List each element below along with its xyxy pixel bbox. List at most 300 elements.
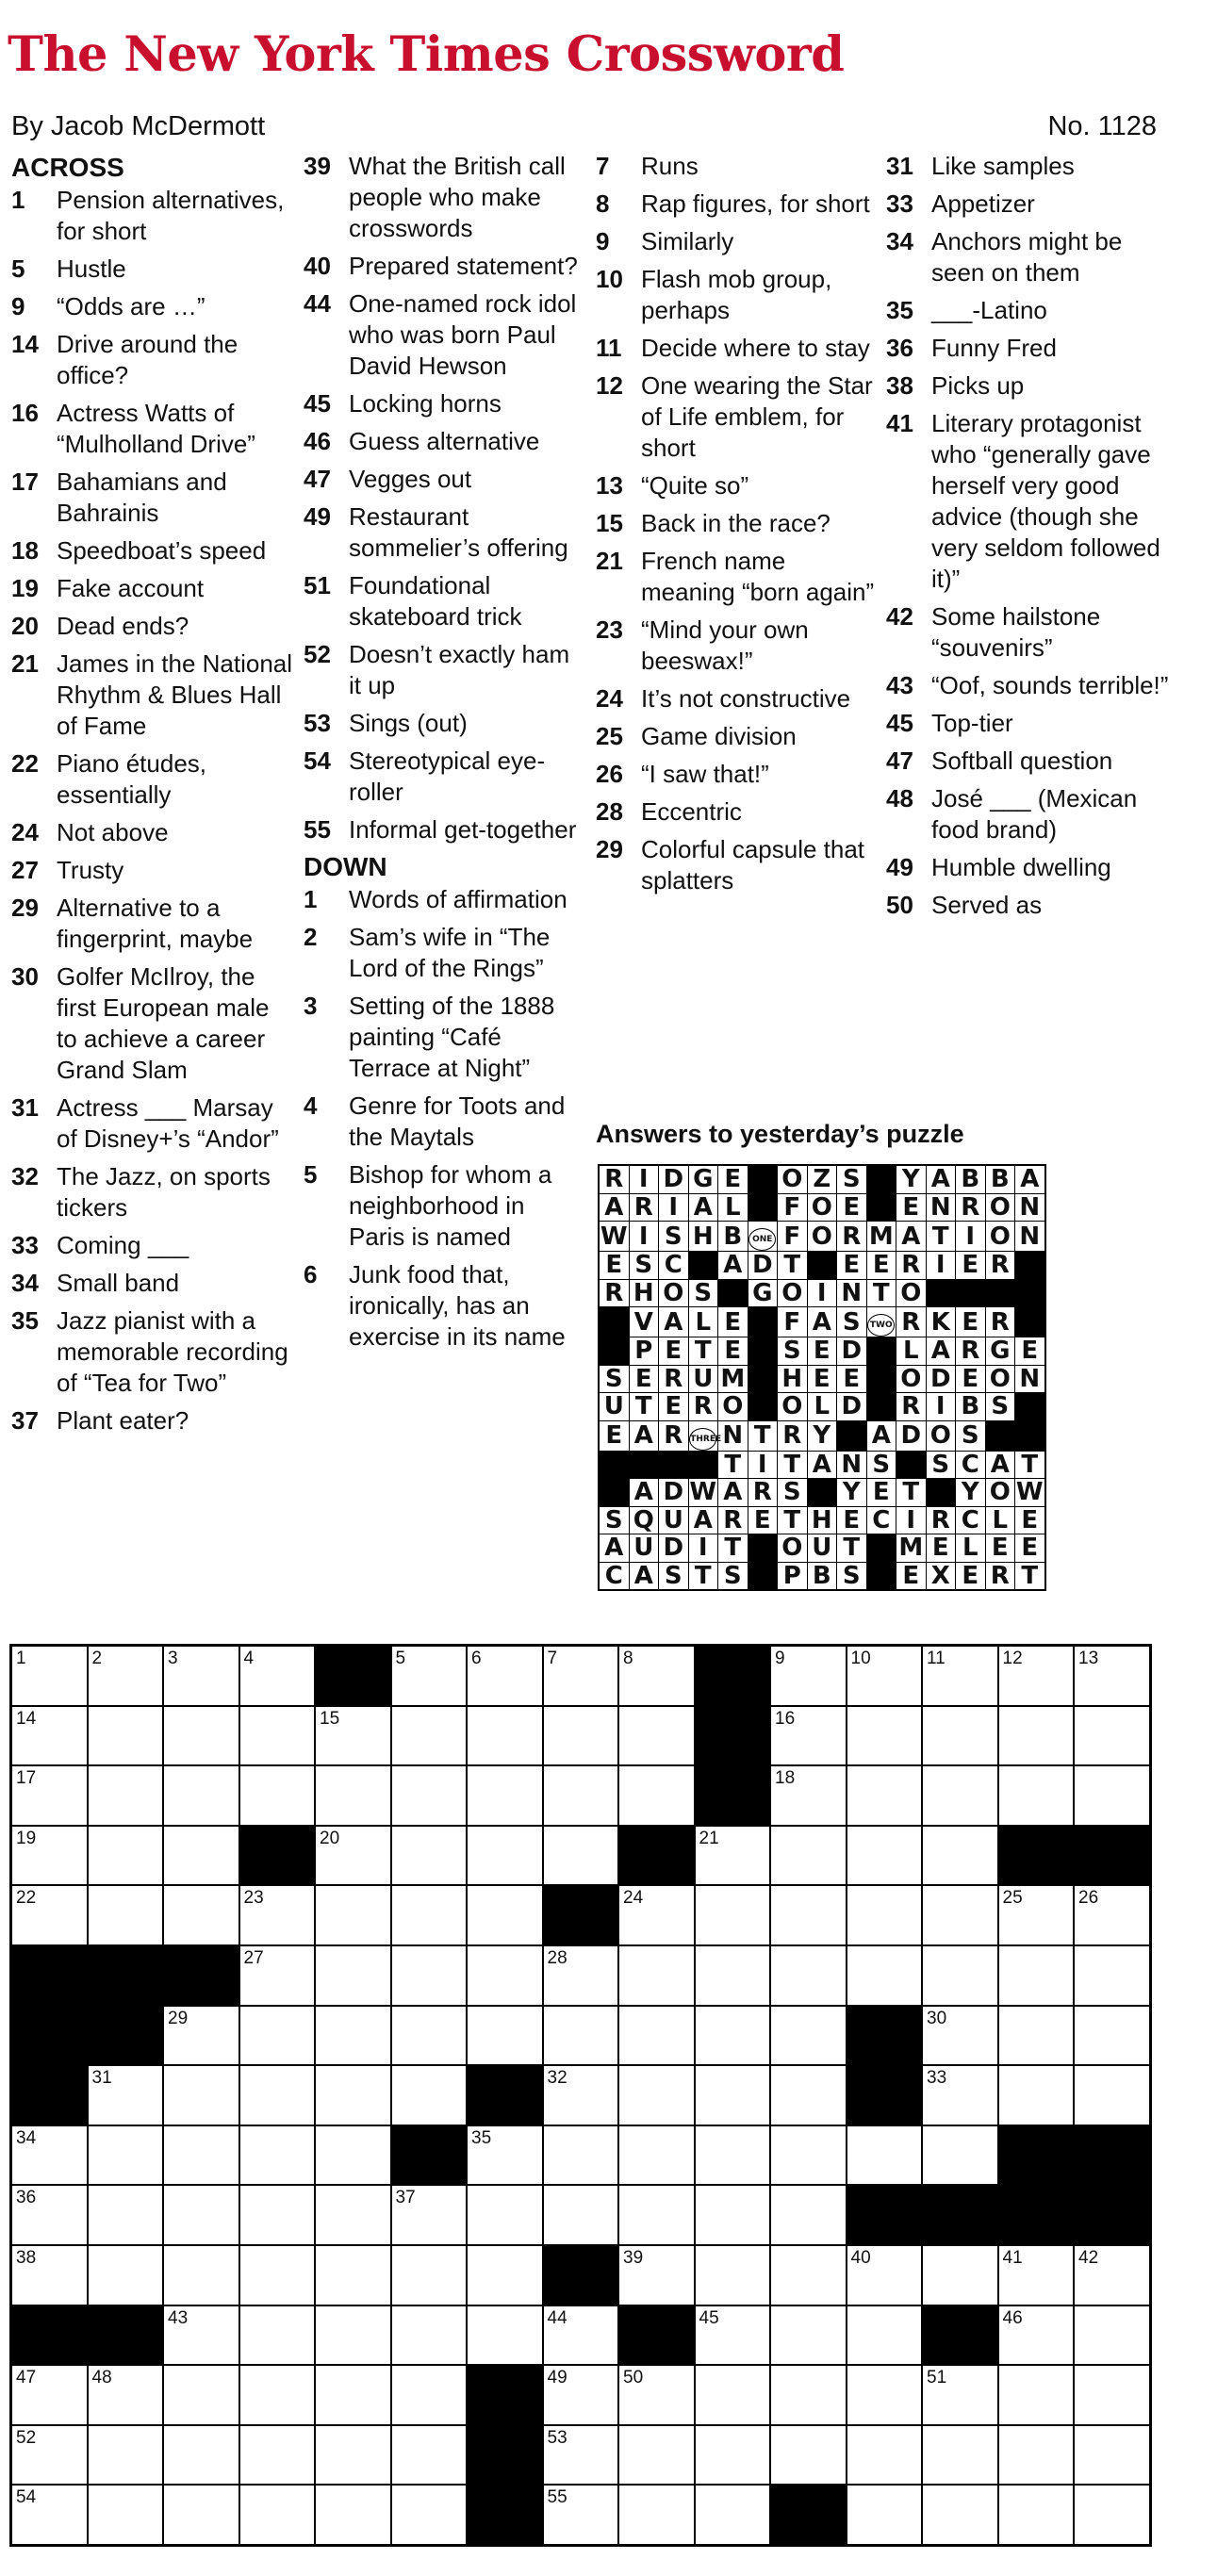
grid-square[interactable] <box>618 1646 695 1706</box>
grid-square[interactable] <box>163 1826 239 1886</box>
grid-square[interactable] <box>998 2245 1075 2305</box>
clue-number: 24 <box>596 684 623 713</box>
grid-square[interactable] <box>618 2065 695 2125</box>
grid-square[interactable] <box>847 2485 923 2545</box>
clue-text: Picks up <box>931 371 1025 400</box>
clue-text: Prepared statement? <box>349 252 578 280</box>
square-number: 4 <box>243 1649 255 1668</box>
square-number: 9 <box>775 1649 785 1668</box>
clue-number: 4 <box>304 1091 318 1120</box>
grid-square[interactable] <box>1074 2365 1150 2425</box>
grid-square[interactable] <box>1074 1765 1150 1826</box>
grid-square[interactable] <box>770 1646 847 1706</box>
grid-square[interactable] <box>391 2485 468 2545</box>
clue-text: Guess alternative <box>349 427 540 455</box>
grid-square[interactable] <box>847 2305 923 2366</box>
clue <box>11 185 294 247</box>
black-square <box>770 2485 847 2545</box>
grid-square[interactable] <box>239 2305 316 2366</box>
grid-square[interactable] <box>467 1945 543 2006</box>
answer-letter: Z <box>807 1165 837 1193</box>
grid-square[interactable] <box>618 2365 695 2425</box>
grid-square[interactable] <box>88 1706 164 1766</box>
answer-letter: Y <box>807 1420 837 1451</box>
grid-square[interactable] <box>239 2245 316 2305</box>
grid-square[interactable] <box>163 2365 239 2425</box>
clue-number: 22 <box>11 749 39 778</box>
answer-letter: H <box>629 1279 659 1307</box>
grid-square[interactable] <box>239 1945 316 2006</box>
grid-square[interactable] <box>467 1706 543 1766</box>
grid-square[interactable] <box>1074 2485 1150 2545</box>
grid-square[interactable] <box>467 1885 543 1945</box>
grid-square[interactable] <box>770 2425 847 2486</box>
grid-square[interactable] <box>239 1706 316 1766</box>
clue-number: 33 <box>11 1231 39 1259</box>
grid-square[interactable] <box>847 1765 923 1826</box>
grid-square[interactable] <box>998 1646 1075 1706</box>
grid-square[interactable] <box>543 2365 619 2425</box>
grid-square[interactable] <box>11 1646 88 1706</box>
grid-square[interactable] <box>315 2006 391 2066</box>
black-square <box>11 1945 88 2006</box>
grid-square[interactable] <box>695 1826 771 1886</box>
grid-square[interactable] <box>695 2065 771 2125</box>
clue <box>11 648 294 742</box>
answer-letter: I <box>748 1451 778 1479</box>
grid-square[interactable] <box>543 1646 619 1706</box>
clue <box>886 852 1169 883</box>
grid-square[interactable] <box>695 1885 771 1945</box>
clue-number: 54 <box>304 747 331 775</box>
clue-number: 36 <box>886 334 913 362</box>
clue <box>304 151 586 244</box>
grid-square[interactable] <box>1074 2245 1150 2305</box>
grid-square[interactable] <box>315 1826 391 1886</box>
clue <box>596 189 879 220</box>
grid-square[interactable] <box>239 1646 316 1706</box>
grid-square[interactable] <box>543 1945 619 2006</box>
grid-square[interactable] <box>163 1885 239 1945</box>
grid-square[interactable] <box>163 2305 239 2366</box>
grid-square[interactable] <box>922 2245 998 2305</box>
grid-square[interactable] <box>618 2485 695 2545</box>
grid-square[interactable] <box>391 2185 468 2245</box>
square-number: 18 <box>775 1768 796 1789</box>
clue-text: José ___ (Mexican food brand) <box>931 784 1138 844</box>
answer-black-square <box>926 1479 956 1507</box>
grid-square[interactable] <box>543 1706 619 1766</box>
clue-number: 45 <box>886 709 913 737</box>
grid-square[interactable] <box>770 1885 847 1945</box>
grid-square[interactable] <box>391 2006 468 2066</box>
grid-square[interactable] <box>922 1646 998 1706</box>
answer-letter: D <box>896 1420 927 1451</box>
grid-square[interactable] <box>88 2485 164 2545</box>
clue-number: 48 <box>886 784 913 812</box>
grid-square[interactable] <box>163 1706 239 1766</box>
answer-letter: O <box>985 1222 1015 1252</box>
answer-letter: E <box>659 1393 689 1421</box>
clue-number: 3 <box>304 992 318 1020</box>
clue-number: 49 <box>304 502 331 531</box>
grid-square[interactable] <box>543 2185 619 2245</box>
answer-black-square <box>866 1534 896 1563</box>
puzzle-number: No. 1128 <box>1047 111 1157 141</box>
grid-square[interactable] <box>315 2485 391 2545</box>
grid-square[interactable] <box>922 1945 998 2006</box>
grid-square[interactable] <box>239 2065 316 2125</box>
grid-square[interactable] <box>163 1765 239 1826</box>
grid-square[interactable] <box>239 1765 316 1826</box>
grid-square[interactable] <box>391 1826 468 1886</box>
grid-square[interactable] <box>163 2065 239 2125</box>
answer-letter: O <box>985 1479 1015 1507</box>
grid-square[interactable] <box>922 1826 998 1886</box>
clue-text: Sings (out) <box>349 709 468 737</box>
clue-number: 14 <box>11 330 39 358</box>
grid-square[interactable] <box>543 1826 619 1886</box>
grid-square[interactable] <box>88 2125 164 2186</box>
grid-square[interactable] <box>239 2425 316 2486</box>
grid-square[interactable] <box>543 2485 619 2545</box>
clue-number: 29 <box>596 835 623 863</box>
grid-square[interactable] <box>1074 1945 1150 2006</box>
grid-square[interactable] <box>391 2245 468 2305</box>
grid-square[interactable] <box>770 2065 847 2125</box>
grid-square[interactable] <box>695 2006 771 2066</box>
grid-square[interactable] <box>315 1706 391 1766</box>
grid-square[interactable] <box>770 1706 847 1766</box>
clue-number: 51 <box>304 571 331 599</box>
grid-square[interactable] <box>88 1646 164 1706</box>
grid-square[interactable] <box>922 1885 998 1945</box>
grid-square[interactable] <box>922 1706 998 1766</box>
clue-number: 31 <box>11 1093 39 1122</box>
answer-letter: G <box>985 1337 1015 1366</box>
clue-text: Golfer McIlroy, the first European male to achieve a career Grand Slam <box>57 962 270 1084</box>
grid-square[interactable] <box>315 2125 391 2186</box>
grid-square[interactable] <box>695 2365 771 2425</box>
answer-letter: O <box>807 1222 837 1252</box>
answer-letter: L <box>896 1337 927 1366</box>
grid-square[interactable] <box>618 2185 695 2245</box>
grid-square[interactable] <box>315 2245 391 2305</box>
grid-square[interactable] <box>543 2006 619 2066</box>
grid-square[interactable] <box>1074 2065 1150 2125</box>
grid-square[interactable] <box>88 2065 164 2125</box>
grid-square[interactable] <box>163 2245 239 2305</box>
grid-square[interactable] <box>467 1826 543 1886</box>
clue-text: Eccentric <box>641 797 742 826</box>
answer-letter: N <box>718 1420 748 1451</box>
grid-square[interactable] <box>467 2185 543 2245</box>
grid-square[interactable] <box>11 2425 88 2486</box>
grid-square[interactable] <box>1074 1885 1150 1945</box>
grid-square[interactable] <box>922 2065 998 2125</box>
grid-square[interactable] <box>695 2245 771 2305</box>
grid-square[interactable] <box>391 1706 468 1766</box>
clue-text: The Jazz, on sports tickers <box>57 1162 271 1222</box>
grid-square[interactable] <box>315 1885 391 1945</box>
grid-square[interactable] <box>618 1706 695 1766</box>
clue-number: 9 <box>11 292 25 320</box>
grid-square[interactable] <box>770 1765 847 1826</box>
grid-square[interactable] <box>88 2245 164 2305</box>
grid-square[interactable] <box>239 1885 316 1945</box>
square-number: 34 <box>16 2127 37 2148</box>
grid-square[interactable] <box>922 1765 998 1826</box>
clue-text: Speedboat’s speed <box>57 536 267 565</box>
grid-square[interactable] <box>618 2425 695 2486</box>
answer-black-square <box>985 1279 1015 1307</box>
answer-letter: O <box>985 1193 1015 1222</box>
grid-square[interactable] <box>467 2245 543 2305</box>
grid-square[interactable] <box>1074 2425 1150 2486</box>
answer-letter: R <box>956 1337 986 1366</box>
grid-square[interactable] <box>922 2365 998 2425</box>
answer-letter: R <box>985 1562 1015 1590</box>
grid-square[interactable] <box>770 2006 847 2066</box>
grid-square[interactable] <box>695 2185 771 2245</box>
grid-square[interactable] <box>618 2245 695 2305</box>
clue-number: 26 <box>596 760 623 788</box>
grid-square[interactable] <box>88 2185 164 2245</box>
answer-letter: O <box>896 1365 927 1393</box>
grid-square[interactable] <box>315 1945 391 2006</box>
grid-square[interactable] <box>391 1765 468 1826</box>
grid-square[interactable] <box>391 1945 468 2006</box>
grid-square[interactable] <box>922 2006 998 2066</box>
clue <box>886 151 1169 182</box>
grid-square[interactable] <box>1074 2006 1150 2066</box>
grid-square[interactable] <box>847 2125 923 2186</box>
black-square <box>88 2006 164 2066</box>
answer-letter: A <box>629 1562 659 1590</box>
clue-number: 21 <box>11 649 39 678</box>
grid-square[interactable] <box>770 2365 847 2425</box>
clue <box>11 1230 294 1261</box>
clue-number: 43 <box>886 671 913 699</box>
grid-square[interactable] <box>922 2425 998 2486</box>
grid-square[interactable] <box>11 2485 88 2545</box>
grid-square[interactable] <box>770 2125 847 2186</box>
clue <box>304 991 586 1084</box>
grid-square[interactable] <box>770 2185 847 2245</box>
grid-square[interactable] <box>11 1885 88 1945</box>
grid-square[interactable] <box>998 2305 1075 2366</box>
grid-square[interactable] <box>847 1646 923 1706</box>
square-number: 33 <box>927 2068 947 2089</box>
grid-square[interactable] <box>315 2365 391 2425</box>
clue <box>11 1092 294 1155</box>
grid-square[interactable] <box>695 2305 771 2366</box>
grid-square[interactable] <box>315 2185 391 2245</box>
grid-square[interactable] <box>922 2125 998 2186</box>
grid-square[interactable] <box>695 2425 771 2486</box>
grid-square[interactable] <box>467 1765 543 1826</box>
grid-square[interactable] <box>315 2305 391 2366</box>
grid-square[interactable] <box>922 2485 998 2545</box>
grid-square[interactable] <box>543 2125 619 2186</box>
grid-square[interactable] <box>998 2365 1075 2425</box>
answer-black-square <box>688 1252 718 1280</box>
clue-text: Small band <box>57 1269 180 1297</box>
grid-square[interactable] <box>239 2185 316 2245</box>
answer-letter: O <box>778 1165 808 1193</box>
grid-square[interactable] <box>239 2125 316 2186</box>
grid-square[interactable] <box>847 2425 923 2486</box>
grid-square[interactable] <box>391 1646 468 1706</box>
grid-square[interactable] <box>1074 2305 1150 2366</box>
answer-letter: A <box>985 1451 1015 1479</box>
answer-letter: E <box>956 1365 986 1393</box>
grid-square[interactable] <box>88 2425 164 2486</box>
grid-square[interactable] <box>391 1885 468 1945</box>
grid-square[interactable] <box>695 2485 771 2545</box>
grid-square[interactable] <box>618 1945 695 2006</box>
clue <box>11 291 294 322</box>
grid-square[interactable] <box>847 1826 923 1886</box>
grid-square[interactable] <box>618 1885 695 1945</box>
clue-text: Words of affirmation <box>349 885 567 913</box>
answer-black-square <box>599 1337 629 1366</box>
grid-square[interactable] <box>11 2125 88 2186</box>
grid-square[interactable] <box>88 1765 164 1826</box>
grid-square[interactable] <box>163 2425 239 2486</box>
answer-black-square <box>748 1365 778 1393</box>
grid-square[interactable] <box>770 2305 847 2366</box>
grid-square[interactable] <box>998 1765 1075 1826</box>
grid-square[interactable] <box>11 1765 88 1826</box>
grid-square[interactable] <box>998 2485 1075 2545</box>
grid-square[interactable] <box>11 2245 88 2305</box>
grid-square[interactable] <box>315 2425 391 2486</box>
answer-black-square <box>896 1451 927 1479</box>
square-number: 29 <box>168 2008 189 2028</box>
answer-letter: F <box>778 1307 808 1337</box>
clue-number: 34 <box>11 1269 39 1297</box>
answer-letter: M <box>866 1222 896 1252</box>
grid-square[interactable] <box>391 2365 468 2425</box>
grid-square[interactable] <box>998 2006 1075 2066</box>
answer-letter: I <box>629 1222 659 1252</box>
black-square <box>391 2125 468 2186</box>
grid-square[interactable] <box>998 2065 1075 2125</box>
clue-number: 19 <box>11 574 39 602</box>
grid-square[interactable] <box>163 2006 239 2066</box>
grid-square[interactable] <box>1074 1646 1150 1706</box>
grid-square[interactable] <box>467 2125 543 2186</box>
answer-letter: P <box>629 1337 659 1366</box>
answer-letter: N <box>837 1451 867 1479</box>
grid-square[interactable] <box>618 2006 695 2066</box>
grid-square[interactable] <box>847 2365 923 2425</box>
answer-letter: C <box>956 1506 986 1534</box>
answer-letter: O <box>926 1420 956 1451</box>
grid-square[interactable] <box>11 2365 88 2425</box>
clue-text: Piano études, essentially <box>57 749 207 809</box>
grid-square[interactable] <box>695 2125 771 2186</box>
clue-number: 11 <box>596 334 622 362</box>
grid-square[interactable] <box>1074 1706 1150 1766</box>
grid-square[interactable] <box>163 2185 239 2245</box>
square-number: 5 <box>395 1649 406 1668</box>
grid-square[interactable] <box>618 1765 695 1826</box>
grid-square[interactable] <box>467 2006 543 2066</box>
black-square <box>695 1706 771 1766</box>
grid-square[interactable] <box>163 1646 239 1706</box>
grid-square[interactable] <box>315 1765 391 1826</box>
clue-text: Humble dwelling <box>931 853 1111 881</box>
clue-text: Flash mob group, perhaps <box>641 265 832 324</box>
clue-number: 7 <box>596 152 610 180</box>
answer-letter: Y <box>956 1479 986 1507</box>
answer-black-square <box>866 1365 896 1393</box>
grid-square[interactable] <box>543 2425 619 2486</box>
grid-square[interactable] <box>543 2305 619 2366</box>
grid-square[interactable] <box>695 1945 771 2006</box>
grid-square[interactable] <box>998 1945 1075 2006</box>
grid-square[interactable] <box>11 1706 88 1766</box>
grid-square[interactable] <box>163 2125 239 2186</box>
grid-square[interactable] <box>770 2245 847 2305</box>
answer-letter: A <box>896 1222 927 1252</box>
answer-black-square <box>748 1307 778 1337</box>
grid-square[interactable] <box>391 2305 468 2366</box>
grid-square[interactable] <box>998 2425 1075 2486</box>
clue-column-3 <box>596 151 879 903</box>
grid-square[interactable] <box>239 2365 316 2425</box>
answer-letter: E <box>718 1307 748 1337</box>
grid-square[interactable] <box>847 1885 923 1945</box>
grid-square[interactable] <box>467 2305 543 2366</box>
answer-letter: E <box>807 1337 837 1366</box>
grid-square[interactable] <box>163 2485 239 2545</box>
grid-square[interactable] <box>847 1706 923 1766</box>
grid-square[interactable] <box>391 2065 468 2125</box>
grid-square[interactable] <box>998 1885 1075 1945</box>
clue <box>596 834 879 896</box>
grid-square[interactable] <box>11 2185 88 2245</box>
grid-square[interactable] <box>391 2425 468 2486</box>
answer-black-square <box>866 1337 896 1366</box>
grid-square[interactable] <box>88 1826 164 1886</box>
grid-square[interactable] <box>618 2125 695 2186</box>
grid-square[interactable] <box>770 1945 847 2006</box>
square-number: 43 <box>168 2307 189 2328</box>
grid-square[interactable] <box>543 2065 619 2125</box>
answer-black-square <box>748 1165 778 1193</box>
grid-square[interactable] <box>239 2485 316 2545</box>
black-square <box>467 2065 543 2125</box>
grid-square[interactable] <box>315 2065 391 2125</box>
grid-square[interactable] <box>543 1765 619 1826</box>
grid-square[interactable] <box>847 1945 923 2006</box>
grid-square[interactable] <box>467 1646 543 1706</box>
grid-square[interactable] <box>770 1826 847 1886</box>
clue-number: 8 <box>596 189 610 218</box>
clue <box>596 721 879 752</box>
grid-square[interactable] <box>847 2245 923 2305</box>
grid-square[interactable] <box>11 1826 88 1886</box>
grid-square[interactable] <box>88 2365 164 2425</box>
clue <box>11 893 294 955</box>
grid-square[interactable] <box>998 1706 1075 1766</box>
square-number: 22 <box>16 1888 37 1909</box>
grid-square[interactable] <box>239 2006 316 2066</box>
grid-square[interactable] <box>88 1885 164 1945</box>
